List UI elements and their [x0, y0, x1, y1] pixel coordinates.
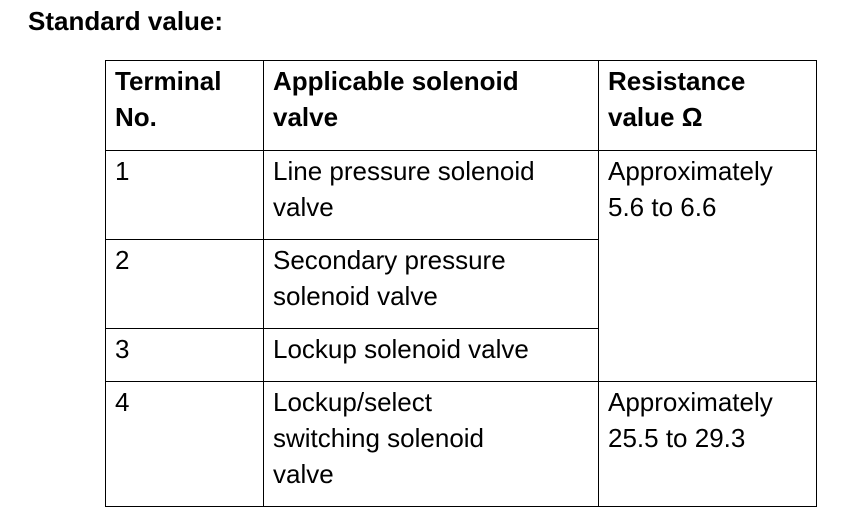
terminal-cell — [106, 329, 264, 382]
valve-text-line: valve — [273, 459, 334, 489]
valve-text-line: Lockup solenoid valve — [273, 334, 529, 364]
header-text-line: value Ω — [608, 102, 703, 132]
terminal-cell — [106, 151, 264, 240]
header-text-line: valve — [273, 102, 339, 132]
resistance-cell — [599, 382, 817, 507]
terminal-no-header — [106, 61, 264, 151]
table-header-row — [106, 61, 817, 151]
header-text-line: No. — [115, 102, 157, 132]
valve-text-line: Line pressure solenoid — [273, 156, 535, 186]
table-row — [106, 382, 817, 507]
resistance-cell — [599, 151, 817, 382]
valve-text-line: Secondary pressure — [273, 245, 506, 275]
terminal-cell — [106, 382, 264, 507]
resistance-text-line: 5.6 to 6.6 — [608, 192, 717, 222]
valve-text-line: valve — [273, 192, 334, 222]
terminal-number: 1 — [115, 156, 130, 186]
resistance-value-header — [599, 61, 817, 151]
terminal-cell — [106, 240, 264, 329]
terminal-number: 2 — [115, 245, 130, 275]
resistance-text-line: 25.5 to 29.3 — [608, 423, 746, 453]
header-text-line: Resistance — [608, 66, 746, 96]
valve-cell — [264, 329, 599, 382]
valve-text-line: switching solenoid — [273, 423, 485, 453]
standard-value-table — [105, 60, 817, 507]
table-row — [106, 151, 817, 240]
header-text-line: Terminal — [115, 66, 222, 96]
terminal-number: 3 — [115, 334, 130, 364]
valve-cell — [264, 240, 599, 329]
valve-cell — [264, 382, 599, 507]
resistance-text-line: Approximately — [608, 387, 773, 417]
header-text-line: Applicable solenoid — [273, 66, 519, 96]
valve-text-line: solenoid valve — [273, 281, 438, 311]
valve-cell — [264, 151, 599, 240]
applicable-valve-header — [264, 61, 599, 151]
terminal-number: 4 — [115, 387, 130, 417]
resistance-text-line: Approximately — [608, 156, 773, 186]
standard-value-heading: Standard value: — [28, 6, 224, 36]
valve-text-line: Lockup/select — [273, 387, 432, 417]
